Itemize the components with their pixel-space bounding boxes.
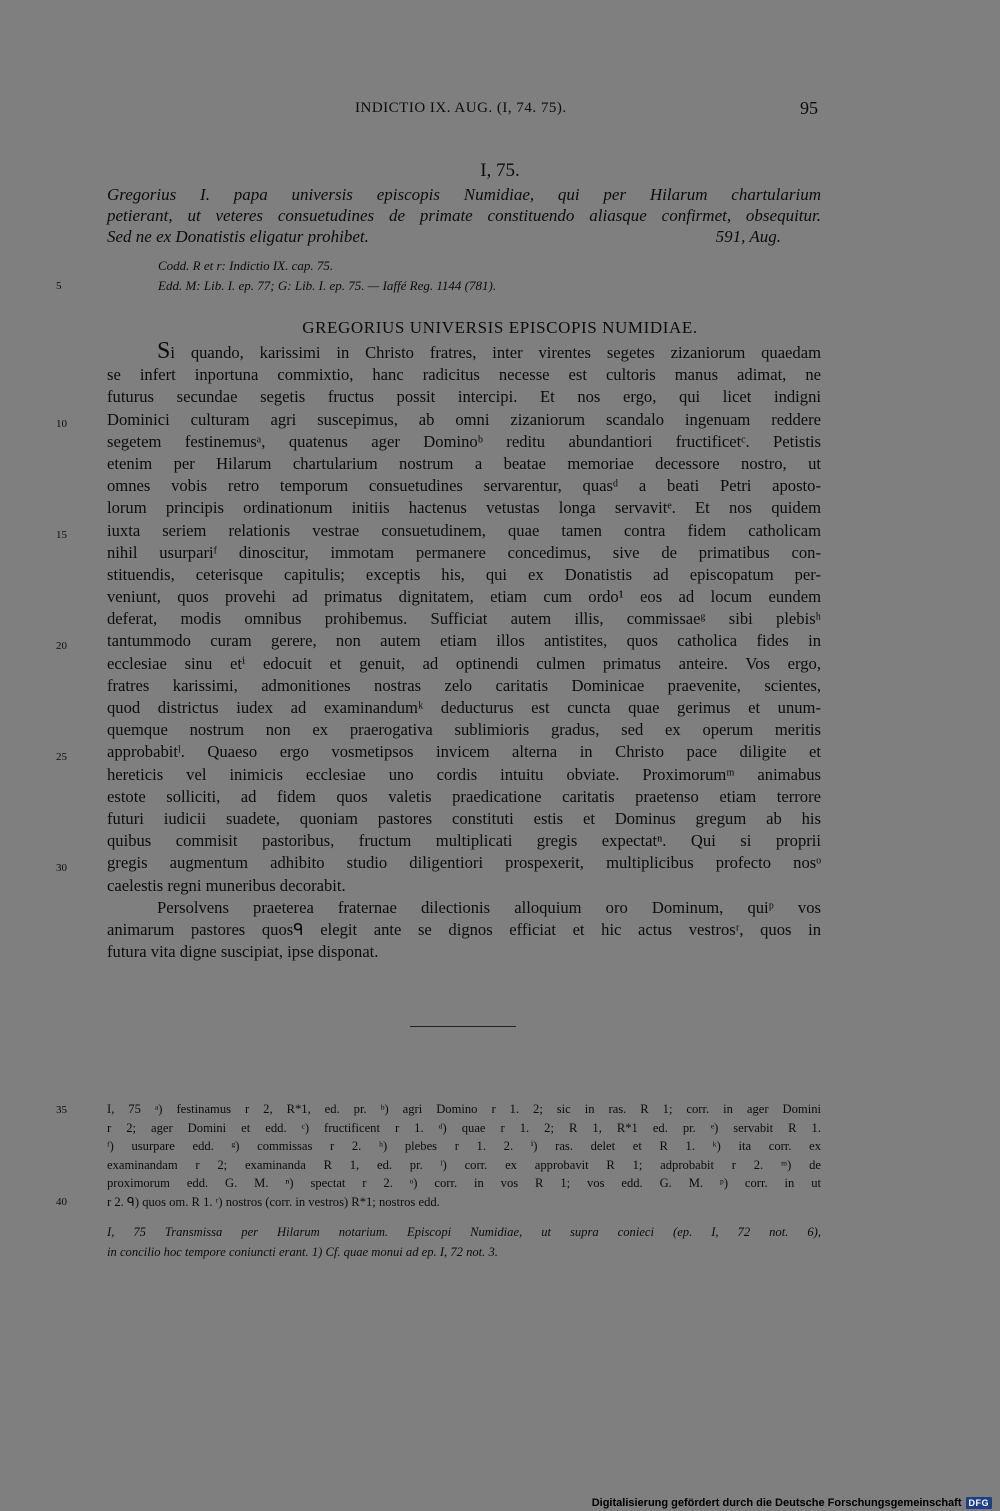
body-line: quibus commisit pastoribus, fructum multiplicati gregis expectatⁿ. Qui si proprii: [107, 831, 821, 851]
letter-date: 591, Aug.: [715, 227, 781, 246]
apparatus-line: proximorum edd. G. M. ⁿ) spectat r 2. ᵒ) corr. in vos R 1; vos edd. G. M. ᵖ) corr. in ut: [107, 1176, 821, 1190]
running-head: [0, 100, 1000, 124]
line-number: 30: [56, 862, 67, 874]
body-line: stituendis, ceterisque capitulis; exceptis his, qui ex Donatistis ad episcopatum per-: [107, 564, 821, 584]
line-number: 25: [56, 751, 67, 763]
body-line: hereticis vel inimicis ecclesiae uno cordis intuitu obviate. Proximorumᵐ animabus: [107, 764, 821, 784]
line-number: 10: [56, 418, 67, 430]
apparatus-line: ᶠ) usurpare edd. ᵍ) commissas r 2. ʰ) plebes r 1. 2. ⁱ) ras. delet et R 1. ᵏ) ita corr. ex: [107, 1139, 821, 1153]
body-line: nihil usurpariᶠ dinoscitur, immotam permanere concedimus, sive de primatibus con-: [107, 542, 821, 562]
letter-body: [107, 338, 821, 963]
body-line: caelestis regni muneribus decorabit.: [107, 875, 346, 895]
editions-line: Edd. M: Lib. I. ep. 77; G: Lib. I. ep. 75. — Iaffé Reg. 1144 (781).: [158, 278, 497, 293]
body-line-text: i quando, karissimi in Christo fratres, inter virentes segetes zizaniorum quaedam: [170, 343, 821, 362]
funding-text: Digitalisierung gefördert durch die Deutsche Forschungsgemeinschaft: [591, 1496, 962, 1509]
body-line: quemque nostrum non ex praerogativa sublimioris gradus, sed ex operum meritis: [107, 720, 821, 740]
codices-line: Codd. R et r: Indictio IX. cap. 75.: [158, 258, 334, 273]
commentary-line: I, 75 Transmissa per Hilarum notarium. Episcopi Numidiae, ut supra conieci (ep. I, 72 not. 6),: [107, 1225, 821, 1239]
funding-banner: [592, 1495, 992, 1510]
body-line: iuxta seriem relationis vestrae consuetudinem, quae tamen contra fidem catholicam: [107, 520, 821, 540]
body-line: tantummodo curam gerere, non autem etiam illos antistites, quos catholica fides in: [107, 631, 821, 651]
end-rule: [410, 1026, 516, 1027]
drop-cap: S: [157, 338, 171, 364]
apparatus-line: I, 75 ᵃ) festinamus r 2, R*1, ed. pr. ᵇ) agri Domino r 1. 2; sic in ras. R 1; corr. in ager Domini: [107, 1102, 821, 1116]
closing-line: Persolvens praeterea fraternae dilectionis alloquium oro Dominum, quiᵖ vos: [157, 897, 821, 917]
body-line: lorum principis ordinationum initiis hactenus vetustas longa servavitᵉ. Et nos quidem: [107, 498, 821, 518]
body-line: omnes vobis retro temporum consuetudines servarentur, quasᵈ a beati Petri aposto-: [107, 476, 821, 496]
apparatus-line: r 2. ᑫ) quos om. R 1. ʳ) nostros (corr. in vestros) R*1; nostros edd.: [107, 1194, 440, 1209]
summary-line: Gregorius I. papa universis episcopis Numidiae, qui per Hilarum chartularium: [107, 185, 821, 204]
body-line: [107, 338, 821, 364]
line-number: 15: [56, 529, 67, 541]
body-line: ecclesiae sinu etⁱ edocuit et genuit, ad optinendi culmen primatus anteire. Vos ergo,: [107, 653, 821, 673]
line-number: 35: [56, 1104, 67, 1116]
body-line: approbabitˡ. Quaeso ergo vosmetipsos invicem alterna in Christo pace diligite et: [107, 742, 821, 762]
body-line: fratres karissimi, admonitiones nostras zelo caritatis Dominicae praevenite, scientes,: [107, 675, 821, 695]
body-line: segetem festinemusᵃ, quatenus ager Dominoᵇ reditu abundantiori fructificetᶜ. Petistis: [107, 431, 821, 451]
body-line: gregis augmentum adhibito studio diligentiori prospexerit, multiplicibus profecto nosᵒ: [107, 853, 821, 873]
line-number: 20: [56, 640, 67, 652]
commentary-line: in concilio hoc tempore coniuncti erant. 1) Cf. quae monui ad ep. I, 72 not. 3.: [107, 1245, 498, 1259]
running-head-title: INDICTIO IX. AUG. (I, 74. 75).: [355, 100, 567, 116]
critical-apparatus: [107, 1100, 821, 1211]
summary-line: Sed ne ex Donatistis eligatur prohibet.: [107, 227, 369, 246]
letter-number: I, 75.: [480, 160, 520, 181]
body-line: quod districtus iudex ad examinandumᵏ deducturus est cuncta quae gerimus et unum-: [107, 698, 821, 717]
body-line: futurus secundae segetis fructus possit intercipi. Et nos ergo, qui licet indigni: [107, 387, 821, 407]
apparatus-line: examinandam r 2; examinanda R 1, ed. pr. ˡ) corr. ex approbavit R 1; adprobabit r 2. ᵐ) de: [107, 1157, 821, 1172]
summary-line: petierant, ut veteres consuetudines de primate constituendo aliasque confirmet, obsequitur.: [107, 206, 821, 225]
line-number: 40: [56, 1196, 67, 1208]
dfg-logo: DFG: [966, 1497, 993, 1509]
body-line: etenim per Hilarum chartularium nostrum a beatae memoriae decessore nostro, ut: [107, 453, 821, 473]
letter-summary: [107, 184, 821, 247]
body-line: veniunt, quos provehi ad primatus dignitatem, etiam cum ordo¹ eos ad locum eundem: [107, 587, 821, 607]
body-line: futuri iudicii suadete, quoniam pastores constituti estis et Dominus gregum ab his: [107, 808, 821, 828]
codices-list: [158, 256, 496, 296]
body-line: se infert inportuna commixtio, hanc radicitus necesse est cultoris manus adimat, ne: [107, 365, 821, 385]
apparatus-line: r 2; ager Domini et edd. ᶜ) fructificent r 1. ᵈ) quae r 1. 2; R 1, R*1 ed. pr. ᵉ) servabit R 1.: [107, 1120, 821, 1135]
closing-line: animarum pastores quosᑫ elegit ante se dignos efficiat et hic actus vestrosʳ, quos in: [107, 919, 821, 939]
body-line: Dominici culturam agri suscepimus, ab omni zizaniorum scandalo ingenuam reddere: [107, 409, 821, 429]
closing-line: futura vita digne suscipiat, ipse disponat.: [107, 942, 379, 962]
body-line: deferat, modis omnibus prohibemus. Sufficiat autem illis, commissaeᵍ sibi plebisʰ: [107, 609, 821, 629]
line-number: 5: [56, 280, 62, 292]
commentary-notes: [107, 1222, 821, 1262]
page-number: 95: [800, 98, 818, 118]
body-line: estote solliciti, ad fidem quos valetis praedicatione caritatis praetenso etiam terrore: [107, 786, 821, 806]
letter-heading: GREGORIUS UNIVERSIS EPISCOPIS NUMIDIAE.: [302, 318, 698, 337]
